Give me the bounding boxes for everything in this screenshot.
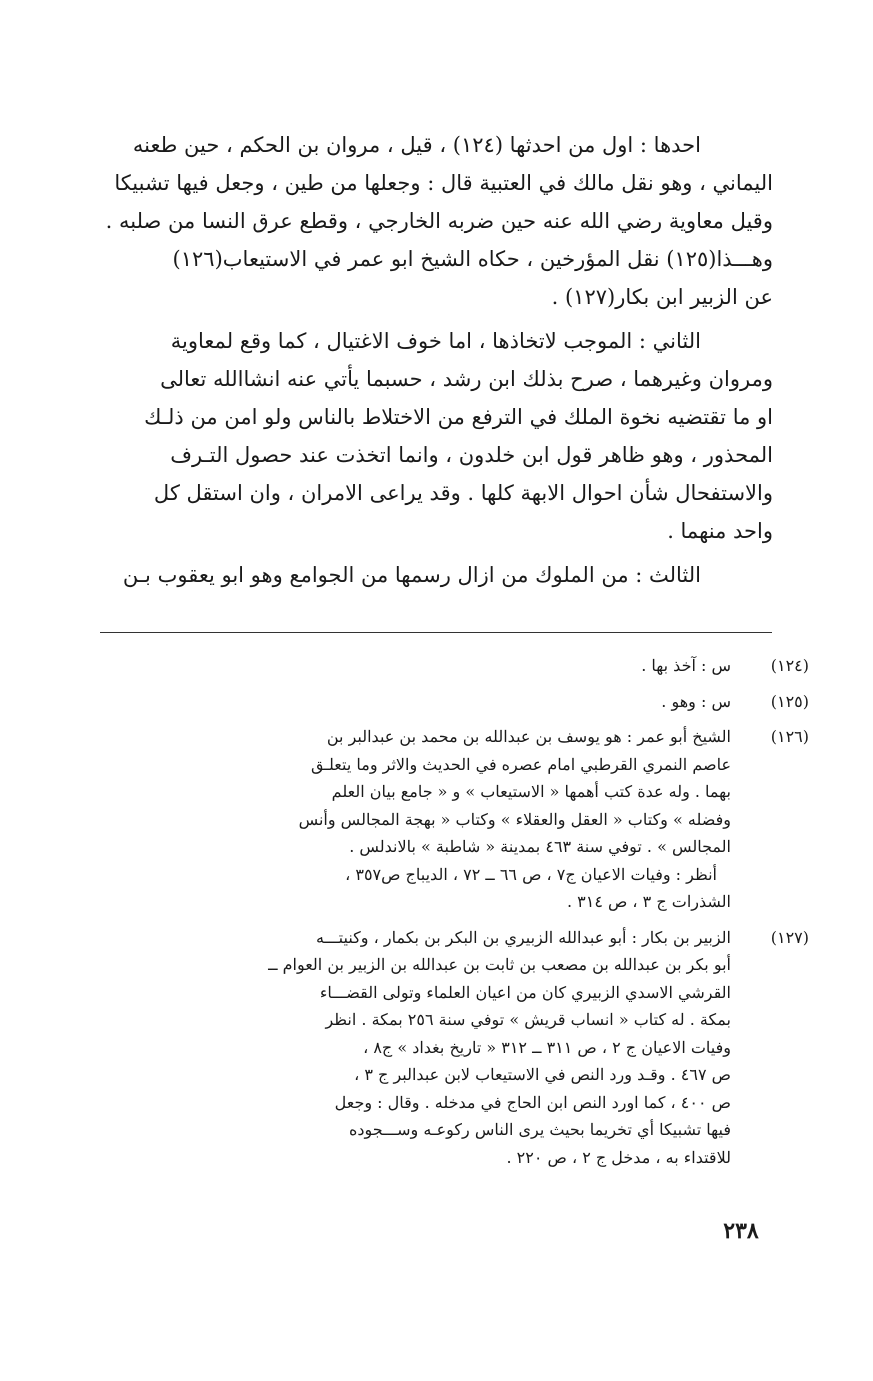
text-line: واحد منهما .: [667, 519, 773, 543]
text-line: والاستفحال شأن احوال الابهة كلها . وقد يراعى الامران ، وان استقل كل: [153, 481, 773, 505]
footnote-body: [64, 652, 731, 680]
footnote-line: الشيخ أبو عمر : هو يوسف بن عبدالله بن محمد بن عبدالبر بن: [326, 727, 731, 746]
text-line: ومروان وغيرهما ، صرح بذلك ابن رشد ، حسبما يأتي عنه انشاالله تعالى: [160, 367, 773, 391]
footnote-line: للاقتداء به ، مدخل ج ٢ ، ص ٢٢٠ .: [506, 1147, 731, 1167]
text-line: عن الزبير ابن بكار(١٢٧) .: [551, 285, 773, 309]
footnote-line: أبو بكر بن عبدالله بن مصعب بن ثابت بن عبدالله بن الزبير بن العوام ــ: [268, 955, 731, 974]
paragraph-third: [73, 556, 773, 594]
text-line: الثاني : الموجب لاتخاذها ، اما خوف الاغتيال ، كما وقع لمعاوية: [170, 329, 701, 353]
footnote-line: وفضله » وكتاب « العقل والعقلاء » وكتاب « بهجة المجالس وأنس: [298, 809, 731, 829]
footnote-number: (١٢٦): [770, 727, 809, 746]
footnote-line: الشذرات ج ٣ ، ص ٣١٤ .: [566, 892, 731, 911]
text-line: احدها : اول من احدثها (١٢٤) ، قيل ، مروان بن الحكم ، حين طعنه: [132, 133, 701, 157]
text-line: الثالث : من الملوك من ازال رسمها من الجوامع وهو ابو يعقوب بـن: [122, 563, 701, 587]
main-text: [73, 126, 773, 600]
footnote-line: الزبير بن بكار : أبو عبدالله الزبيري بن البكر بن بكمار ، وكنيتـــه: [316, 927, 731, 947]
text-line: المحذور ، وهو ظاهر قول ابن خلدون ، وانما اتخذت عند حصول التـرف: [170, 443, 773, 467]
footnote-body: [64, 924, 731, 1172]
footnote-line: س : آخذ بها .: [641, 656, 731, 675]
text-line: او ما تقتضيه نخوة الملك في الترفع من الاختلاط بالناس ولو امن من ذلـك: [144, 405, 773, 429]
footnote-line: عاصم النمري القرطبي امام عصره في الحديث والاثر وما يتعلـق: [310, 754, 731, 774]
footnote-line: وفيات الاعيان ج ٢ ، ص ٣١١ ــ ٣١٢ « تاريخ بغداد » ج٨ ،: [363, 1037, 731, 1057]
paragraph-second: [73, 322, 773, 550]
text-line: اليماني ، وهو نقل مالك في العتبية قال : وجعلها من طين ، وجعل فيها تشبيكا: [114, 171, 773, 195]
footnote-line: ص ٤٠٠ ، كما اورد النص ابن الحاج في مدخله . وقال : وجعل: [334, 1092, 731, 1112]
footnote-number: (١٢٥): [770, 691, 809, 711]
footnote-124: [64, 652, 809, 680]
footnote-line: ص ٤٦٧ . وقـد ورد النص في الاستيعاب لابن عبدالبر ج ٣ ،: [354, 1065, 731, 1084]
footnote-126: [64, 723, 809, 916]
text-line: وقيل معاوية رضي الله عنه حين ضربه الخارجي ، وقطع عرق النسا من صلبه .: [105, 209, 773, 233]
paragraph-first: [73, 126, 773, 316]
footnotes: [64, 652, 809, 1179]
page-number: ٢٣٨: [723, 1218, 759, 1244]
footnote-line: س : وهو .: [661, 691, 731, 711]
footnote-number: (١٢٧): [770, 927, 809, 947]
footnote-body: [64, 723, 731, 916]
footnote-125: [64, 688, 809, 716]
footnote-separator: [100, 632, 772, 633]
footnote-line: بهما . وله عدة كتب أهمها « الاستيعاب » و « جامع بيان العلم: [331, 782, 731, 801]
footnote-line: بمكة . له كتاب « انساب قريش » توفي سنة ٢٥٦ بمكة . انظر: [325, 1010, 731, 1029]
footnote-body: [64, 688, 731, 716]
footnote-line: فيها تشبيكا أي تخريما بحيث يرى الناس ركوعـه وســـجوده: [348, 1120, 731, 1139]
footnote-line: القرشي الاسدي الزبيري كان من اعيان العلماء وتولى القضـــاء: [319, 982, 731, 1002]
text-line: وهـــذا(١٢٥) نقل المؤرخين ، حكاه الشيخ ابو عمر في الاستيعاب(١٢٦): [172, 247, 773, 271]
footnote-number: (١٢٤): [770, 656, 809, 675]
footnote-line: أنظر : وفيات الاعيان ج٧ ، ص ٦٦ ــ ٧٢ ، الديباج ص٣٥٧ ،: [345, 864, 717, 884]
footnote-127: [64, 924, 809, 1172]
footnote-line: المجالس » . توفي سنة ٤٦٣ بمدينة « شاطبة » بالاندلس .: [349, 837, 731, 856]
